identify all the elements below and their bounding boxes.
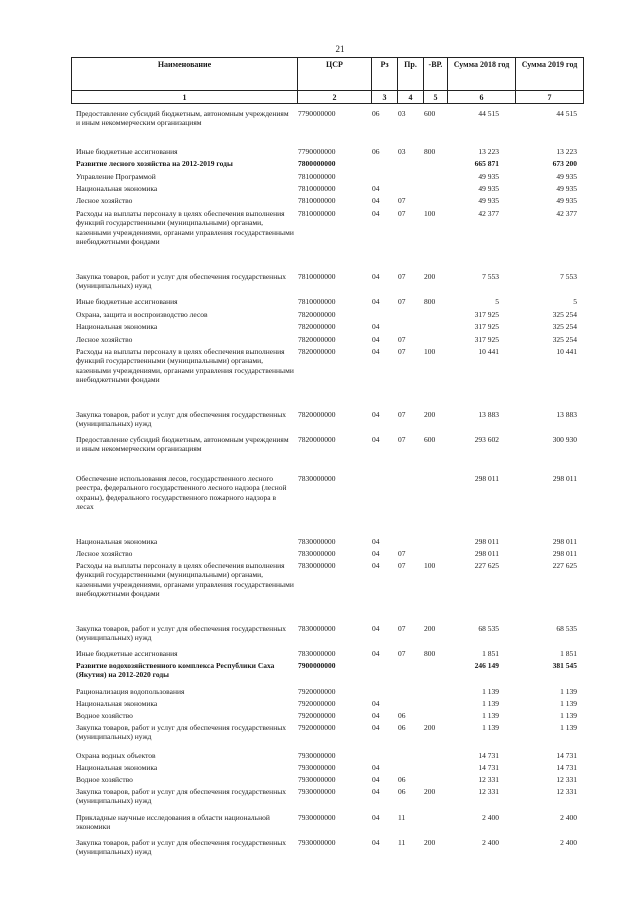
row-sum-2019: 13 883 <box>556 410 577 419</box>
row-sum-2019: 14 731 <box>556 763 577 772</box>
row-csr: 7820000000 <box>298 435 336 444</box>
row-name: Закупка товаров, работ и услуг для обеспечения государственных (муниципальных) нужд <box>76 723 287 742</box>
row-sum-2018: 42 377 <box>478 209 499 218</box>
row-sum-2019: 5 <box>573 297 577 306</box>
row-csr: 7920000000 <box>298 711 336 720</box>
row-sum-2018: 1 139 <box>482 687 499 696</box>
row-sum-2018: 2 400 <box>482 838 499 847</box>
row-csr: 7820000000 <box>298 310 336 319</box>
row-name: Национальная экономика <box>76 763 158 772</box>
row-sum-2018: 12 331 <box>478 775 499 784</box>
row-vr: 200 <box>424 410 436 419</box>
row-name: Расходы на выплаты персоналу в целях обеспечения выполнения функций государственными (муниципальными) органами, казенными учреждениями, органами управления государственными внебюджетными фондами <box>76 209 294 246</box>
row-rz: 04 <box>372 297 380 306</box>
row-sum-2019: 49 935 <box>556 172 577 181</box>
row-sum-2019: 298 011 <box>552 549 577 558</box>
row-sum-2018: 317 925 <box>474 322 499 331</box>
row-csr: 7830000000 <box>298 474 336 483</box>
row-sum-2019: 1 851 <box>560 649 577 658</box>
row-sum-2018: 227 625 <box>474 561 499 570</box>
row-csr: 7810000000 <box>298 297 336 306</box>
row-vr: 600 <box>424 435 436 444</box>
row-sum-2019: 325 254 <box>552 335 577 344</box>
row-pr: 11 <box>398 813 406 822</box>
row-pr: 07 <box>398 335 406 344</box>
row-name: Закупка товаров, работ и услуг для обеспечения государственных (муниципальных) нужд <box>76 272 287 291</box>
row-sum-2018: 5 <box>495 297 499 306</box>
row-sum-2019: 2 400 <box>560 813 577 822</box>
row-sum-2019: 381 545 <box>552 661 577 670</box>
row-rz: 04 <box>372 699 380 708</box>
row-rz: 04 <box>372 347 380 356</box>
header-name: Наименование <box>72 58 298 91</box>
row-csr: 7830000000 <box>298 624 336 633</box>
row-vr: 200 <box>424 787 436 796</box>
row-csr: 7930000000 <box>298 838 336 847</box>
row-csr: 7820000000 <box>298 322 336 331</box>
row-rz: 04 <box>372 561 380 570</box>
row-sum-2018: 49 935 <box>478 184 499 193</box>
row-pr: 06 <box>398 711 406 720</box>
row-sum-2018: 49 935 <box>478 196 499 205</box>
row-csr: 7820000000 <box>298 347 336 356</box>
row-pr: 07 <box>398 410 406 419</box>
row-sum-2019: 7 553 <box>560 272 577 281</box>
header-num-s18: 6 <box>448 91 516 104</box>
row-csr: 7790000000 <box>298 147 336 156</box>
row-csr: 7930000000 <box>298 787 336 796</box>
row-sum-2018: 14 731 <box>478 751 499 760</box>
row-sum-2019: 49 935 <box>556 196 577 205</box>
row-pr: 06 <box>398 787 406 796</box>
header-rz: Рз <box>372 58 398 91</box>
row-rz: 04 <box>372 624 380 633</box>
row-csr: 7820000000 <box>298 335 336 344</box>
row-csr: 7920000000 <box>298 699 336 708</box>
row-csr: 7830000000 <box>298 549 336 558</box>
row-name: Обеспечение использования лесов, государственного лесного реестра, федерального государственного лесного надзора (лесной охраны), федерального государственного пожарного надзора в лесах <box>76 474 287 511</box>
row-sum-2018: 2 400 <box>482 813 499 822</box>
row-name: Закупка товаров, работ и услуг для обеспечения государственных (муниципальных) нужд <box>76 838 287 857</box>
row-sum-2019: 42 377 <box>556 209 577 218</box>
header-num-vr: 5 <box>424 91 448 104</box>
row-sum-2018: 317 925 <box>474 335 499 344</box>
row-pr: 07 <box>398 196 406 205</box>
row-sum-2019: 673 200 <box>552 159 577 168</box>
row-rz: 04 <box>372 838 380 847</box>
row-sum-2019: 14 731 <box>556 751 577 760</box>
row-sum-2019: 298 011 <box>552 537 577 546</box>
row-rz: 04 <box>372 813 380 822</box>
row-sum-2018: 1 139 <box>482 711 499 720</box>
row-sum-2019: 1 139 <box>560 711 577 720</box>
row-name: Лесное хозяйство <box>76 335 133 344</box>
row-csr: 7930000000 <box>298 775 336 784</box>
header-num-rz: 3 <box>372 91 398 104</box>
row-csr: 7920000000 <box>298 687 336 696</box>
row-name: Расходы на выплаты персоналу в целях обеспечения выполнения функций государственными (муниципальными) органами, казенными учреждениями, органами управления государственными внебюджетными фондами <box>76 561 294 598</box>
row-rz: 04 <box>372 209 380 218</box>
row-csr: 7920000000 <box>298 723 336 732</box>
row-rz: 04 <box>372 410 380 419</box>
row-csr: 7900000000 <box>298 661 336 670</box>
row-csr: 7930000000 <box>298 751 336 760</box>
row-pr: 03 <box>398 147 406 156</box>
row-name: Национальная экономика <box>76 184 158 193</box>
page-number: 21 <box>335 44 345 54</box>
row-vr: 100 <box>424 347 436 356</box>
row-rz: 04 <box>372 763 380 772</box>
row-name: Национальная экономика <box>76 322 158 331</box>
row-rz: 04 <box>372 649 380 658</box>
row-csr: 7820000000 <box>298 410 336 419</box>
row-sum-2018: 1 139 <box>482 723 499 732</box>
row-name: Иные бюджетные ассигнования <box>76 297 178 306</box>
row-sum-2018: 10 441 <box>478 347 499 356</box>
row-sum-2019: 300 930 <box>552 435 577 444</box>
row-vr: 800 <box>424 147 436 156</box>
row-name: Иные бюджетные ассигнования <box>76 147 178 156</box>
row-name: Охрана, защита и воспроизводство лесов <box>76 310 208 319</box>
row-sum-2019: 49 935 <box>556 184 577 193</box>
row-name: Национальная экономика <box>76 537 158 546</box>
row-csr: 7830000000 <box>298 649 336 658</box>
row-rz: 04 <box>372 322 380 331</box>
row-sum-2018: 298 011 <box>474 474 499 483</box>
row-rz: 06 <box>372 147 380 156</box>
row-name: Развитие лесного хозяйства на 2012-2019 годы <box>76 159 233 168</box>
row-name: Иные бюджетные ассигнования <box>76 649 178 658</box>
header-sum-2018: Сумма 2018 год <box>448 58 516 91</box>
row-rz: 04 <box>372 723 380 732</box>
row-sum-2018: 298 011 <box>474 537 499 546</box>
row-pr: 07 <box>398 297 406 306</box>
row-sum-2018: 14 731 <box>478 763 499 772</box>
row-csr: 7810000000 <box>298 172 336 181</box>
row-rz: 04 <box>372 549 380 558</box>
row-pr: 03 <box>398 109 406 118</box>
row-vr: 200 <box>424 272 436 281</box>
row-pr: 07 <box>398 347 406 356</box>
row-csr: 7810000000 <box>298 209 336 218</box>
row-sum-2018: 1 851 <box>482 649 499 658</box>
row-rz: 04 <box>372 335 380 344</box>
row-sum-2019: 227 625 <box>552 561 577 570</box>
row-sum-2018: 68 535 <box>478 624 499 633</box>
row-csr: 7830000000 <box>298 561 336 570</box>
row-name: Расходы на выплаты персоналу в целях обеспечения выполнения функций государственными (муниципальными) органами, казенными учреждениями, органами управления государственными внебюджетными фондами <box>76 347 294 384</box>
header-vr: -ВР. <box>424 58 448 91</box>
row-name: Национальная экономика <box>76 699 158 708</box>
row-sum-2018: 246 149 <box>474 661 499 670</box>
header-num-csr: 2 <box>298 91 372 104</box>
row-name: Управление Программой <box>76 172 156 181</box>
row-sum-2018: 7 553 <box>482 272 499 281</box>
row-rz: 04 <box>372 435 380 444</box>
row-csr: 7930000000 <box>298 813 336 822</box>
row-vr: 200 <box>424 838 436 847</box>
row-sum-2019: 1 139 <box>560 687 577 696</box>
row-sum-2018: 13 223 <box>478 147 499 156</box>
row-vr: 200 <box>424 723 436 732</box>
row-sum-2018: 1 139 <box>482 699 499 708</box>
row-sum-2019: 1 139 <box>560 699 577 708</box>
row-csr: 7810000000 <box>298 272 336 281</box>
row-sum-2019: 68 535 <box>556 624 577 633</box>
row-rz: 04 <box>372 196 380 205</box>
row-sum-2018: 49 935 <box>478 172 499 181</box>
header-csr: ЦСР <box>298 58 372 91</box>
row-pr: 07 <box>398 561 406 570</box>
row-pr: 07 <box>398 649 406 658</box>
row-name: Закупка товаров, работ и услуг для обеспечения государственных (муниципальных) нужд <box>76 410 287 429</box>
row-rz: 04 <box>372 272 380 281</box>
header-num-s19: 7 <box>516 91 584 104</box>
row-pr: 06 <box>398 723 406 732</box>
row-pr: 07 <box>398 272 406 281</box>
row-rz: 04 <box>372 537 380 546</box>
row-name: Предоставление субсидий бюджетным, автономным учреждениям и иным некоммерческим организациям <box>76 435 289 454</box>
row-pr: 07 <box>398 435 406 444</box>
row-vr: 800 <box>424 297 436 306</box>
row-name: Водное хозяйство <box>76 775 133 784</box>
row-sum-2018: 12 331 <box>478 787 499 796</box>
row-sum-2018: 44 515 <box>478 109 499 118</box>
row-sum-2019: 325 254 <box>552 310 577 319</box>
row-name: Рационализация водопользования <box>76 687 185 696</box>
row-name: Водное хозяйство <box>76 711 133 720</box>
row-sum-2019: 44 515 <box>556 109 577 118</box>
row-vr: 100 <box>424 561 436 570</box>
row-sum-2018: 317 925 <box>474 310 499 319</box>
header-num-pr: 4 <box>398 91 424 104</box>
row-csr: 7830000000 <box>298 537 336 546</box>
row-vr: 200 <box>424 624 436 633</box>
row-name: Предоставление субсидий бюджетным, автономным учреждениям и иным некоммерческим организациям <box>76 109 289 128</box>
row-vr: 100 <box>424 209 436 218</box>
row-rz: 04 <box>372 184 380 193</box>
row-pr: 07 <box>398 624 406 633</box>
row-csr: 7790000000 <box>298 109 336 118</box>
row-sum-2018: 665 871 <box>474 159 499 168</box>
header-pr: Пр. <box>398 58 424 91</box>
row-csr: 7810000000 <box>298 184 336 193</box>
row-csr: 7800000000 <box>298 159 336 168</box>
row-pr: 07 <box>398 549 406 558</box>
row-sum-2019: 2 400 <box>560 838 577 847</box>
row-pr: 06 <box>398 775 406 784</box>
row-name: Закупка товаров, работ и услуг для обеспечения государственных (муниципальных) нужд <box>76 624 287 643</box>
row-sum-2019: 12 331 <box>556 787 577 796</box>
row-name: Лесное хозяйство <box>76 549 133 558</box>
row-sum-2018: 298 011 <box>474 549 499 558</box>
row-sum-2019: 298 011 <box>552 474 577 483</box>
row-sum-2019: 1 139 <box>560 723 577 732</box>
row-rz: 04 <box>372 787 380 796</box>
row-vr: 800 <box>424 649 436 658</box>
row-sum-2019: 325 254 <box>552 322 577 331</box>
row-sum-2019: 12 331 <box>556 775 577 784</box>
row-rz: 06 <box>372 109 380 118</box>
row-vr: 600 <box>424 109 436 118</box>
row-name: Охрана водных объектов <box>76 751 156 760</box>
row-name: Развитие водохозяйственного комплекса Республики Саха (Якутия) на 2012-2020 годы <box>76 661 275 680</box>
header-num-name: 1 <box>72 91 298 104</box>
row-rz: 04 <box>372 711 380 720</box>
row-sum-2019: 13 223 <box>556 147 577 156</box>
row-csr: 7930000000 <box>298 763 336 772</box>
row-rz: 04 <box>372 775 380 784</box>
row-csr: 7810000000 <box>298 196 336 205</box>
row-sum-2018: 293 602 <box>474 435 499 444</box>
row-pr: 07 <box>398 209 406 218</box>
row-pr: 11 <box>398 838 406 847</box>
row-name: Закупка товаров, работ и услуг для обеспечения государственных (муниципальных) нужд <box>76 787 287 806</box>
row-name: Лесное хозяйство <box>76 196 133 205</box>
header-sum-2019: Сумма 2019 год <box>516 58 584 91</box>
row-sum-2019: 10 441 <box>556 347 577 356</box>
row-sum-2018: 13 883 <box>478 410 499 419</box>
row-name: Прикладные научные исследования в области национальной экономики <box>76 813 270 832</box>
